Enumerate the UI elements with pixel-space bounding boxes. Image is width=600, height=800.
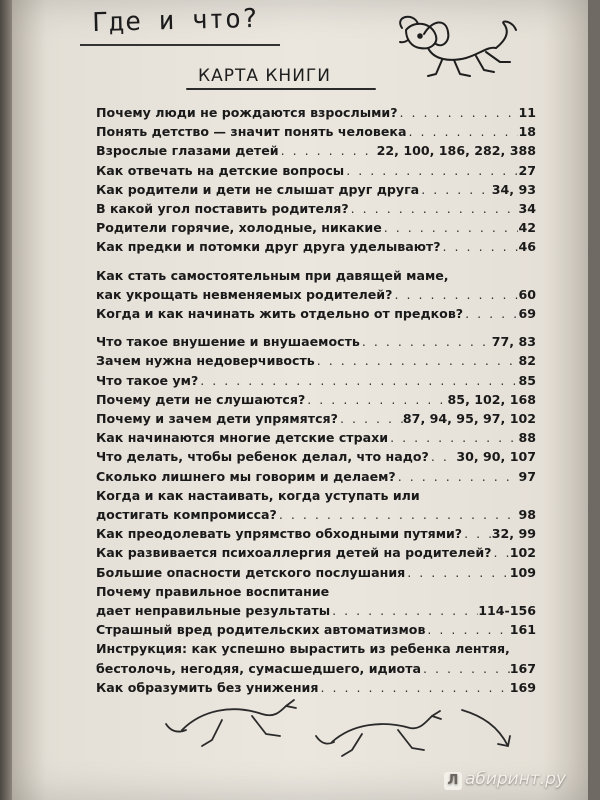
toc-entry	[96, 428, 536, 447]
toc-dot-leader	[349, 199, 519, 218]
toc-entry-title: В какой угол поставить родителя?	[96, 201, 349, 217]
toc-dot-leader	[429, 447, 456, 466]
toc-entry	[96, 486, 536, 505]
toc-dot-leader	[330, 601, 478, 620]
toc-dot-leader	[305, 390, 447, 409]
labirint-logo-icon: Л	[444, 772, 462, 790]
title-underline	[80, 44, 280, 46]
toc-entry-page: 161	[509, 622, 536, 638]
toc-entry-title: Взрослые глазами детей	[96, 143, 279, 159]
toc-entry-page: 69	[518, 306, 536, 322]
book-page	[12, 0, 588, 800]
toc-entry	[96, 161, 536, 180]
toc-entry	[96, 285, 536, 304]
toc-dot-leader	[462, 524, 492, 543]
toc-entry	[96, 390, 536, 409]
toc-entry-title: Как родители и дети не слышат друг друга	[96, 181, 420, 197]
toc-entry-title: Что такое внушение и внушаемость	[96, 334, 360, 350]
watermark-text: абиринт.ру	[464, 769, 566, 789]
toc-entry-title: Большие опасности детского послушания	[96, 564, 406, 580]
toc-entry	[96, 543, 536, 562]
toc-entry-title: дает неправильные результаты	[96, 603, 331, 619]
toc-entry-title: Страшный вред родительских автоматизмов	[96, 622, 426, 638]
toc-entry-page: 60	[518, 286, 536, 302]
toc-entry-page: 102	[509, 545, 536, 561]
toc-entry	[96, 524, 536, 543]
toc-entry	[96, 332, 536, 351]
toc-dot-leader	[405, 563, 509, 582]
toc-entry-page: 42	[518, 220, 536, 236]
toc-entry-page: 87, 94, 95, 97, 102	[402, 411, 536, 427]
toc-dot-leader	[392, 285, 518, 304]
toc-entry-page: 46	[518, 239, 536, 255]
toc-entry-page: 98	[518, 507, 536, 523]
toc-entry-page: 34, 93	[491, 181, 536, 197]
toc-dot-leader	[279, 141, 377, 160]
toc-entry	[96, 563, 536, 582]
toc-dot-leader	[406, 122, 518, 141]
toc-entry-page: 11	[518, 105, 536, 120]
running-animals-illustration	[162, 690, 522, 770]
toc-dot-leader	[338, 409, 403, 428]
toc-dot-leader	[382, 218, 519, 237]
toc-entry-title: Как предки и потомки друг друга уделывают?	[96, 239, 441, 255]
toc-dot-leader	[463, 304, 518, 323]
toc-dot-leader	[421, 659, 510, 678]
toc-entry-title: Как начинаются многие детские страхи	[96, 430, 389, 446]
toc-entry-page: 22, 100, 186, 282, 388	[376, 143, 536, 159]
section-gap	[96, 257, 536, 266]
toc-entry-title: как укрощать невменяемых родителей?	[96, 286, 393, 302]
toc-dot-leader	[360, 332, 492, 351]
toc-entry-title: Как отвечать на детские вопросы	[96, 162, 345, 178]
toc-dot-leader	[491, 543, 509, 562]
toc-entry-page: 85, 102, 168	[447, 391, 536, 407]
toc-entry	[96, 601, 536, 620]
toc-dot-leader	[388, 428, 518, 447]
toc-entry	[96, 103, 536, 122]
page-title: Где и что?	[91, 3, 259, 39]
toc-dot-leader	[198, 371, 518, 390]
toc-entry-title: Инструкция: как успешно вырастить из ребенка лентяя,	[96, 641, 510, 657]
toc-entry-page: 27	[518, 162, 536, 178]
toc-entry	[96, 351, 536, 370]
toc-dot-leader	[344, 161, 518, 180]
toc-entry	[96, 659, 536, 678]
toc-entry	[96, 409, 536, 428]
toc-entry-title: достигать компромисса?	[96, 507, 277, 523]
toc-entry-title: Почему люди не рождаются взрослыми?	[96, 105, 398, 120]
toc-entry-title: Как образумить без унижения	[96, 679, 319, 695]
toc-entry-page: 82	[518, 353, 536, 369]
page-subtitle: КАРТА КНИГИ	[198, 66, 332, 86]
toc-entry-page: 18	[518, 124, 536, 140]
toc-entry	[96, 467, 536, 486]
toc-dot-leader	[396, 467, 519, 486]
toc-entry-page: 97	[518, 468, 536, 484]
toc-entry-title: Сколько лишнего мы говорим и делаем?	[96, 468, 396, 484]
toc-entry	[96, 371, 536, 390]
section-gap	[96, 323, 536, 332]
toc-entry-title: Зачем нужна недоверчивость	[96, 353, 315, 369]
toc-entry	[96, 180, 536, 199]
table-of-contents	[96, 103, 536, 697]
toc-entry	[96, 620, 536, 639]
toc-entry	[96, 304, 536, 323]
toc-entry-page: 85	[518, 372, 536, 388]
toc-dot-leader	[277, 505, 519, 524]
toc-entry-page: 167	[509, 660, 536, 676]
toc-entry	[96, 266, 536, 285]
toc-entry-title: Понять детство — значит понять человека	[96, 124, 407, 140]
book-spine	[0, 0, 12, 800]
publisher-watermark	[444, 769, 566, 790]
toc-dot-leader	[419, 180, 492, 199]
toc-dot-leader	[398, 103, 519, 122]
toc-entry-title: Родители горячие, холодные, никакие	[96, 220, 382, 236]
toc-entry-title: Когда и как настаивать, когда уступать или	[96, 487, 420, 503]
toc-entry-page: 109	[509, 564, 536, 580]
toc-entry-title: Как развивается психоаллергия детей на родителей?	[96, 545, 492, 561]
toc-entry-title: Как преодолевать упрямство обходными путями?	[96, 526, 463, 542]
toc-entry-page: 88	[518, 430, 536, 446]
toc-entry-title: Почему и зачем дети упрямятся?	[96, 411, 338, 427]
toc-dot-leader	[315, 351, 519, 370]
toc-entry	[96, 141, 536, 160]
toc-entry-title: бестолочь, негодяя, сумасшедшего, идиота	[96, 660, 421, 676]
toc-entry	[96, 237, 536, 256]
toc-dot-leader	[441, 237, 519, 256]
toc-entry-page: 169	[509, 679, 536, 695]
toc-dot-leader	[425, 620, 509, 639]
toc-entry-title: Как стать самостоятельным при давящей маме,	[96, 267, 449, 283]
toc-entry-title: Когда и как начинать жить отдельно от предков?	[96, 306, 464, 322]
toc-entry	[96, 582, 536, 601]
toc-entry-title: Что такое ум?	[96, 372, 199, 388]
toc-entry-title: Почему правильное воспитание	[96, 583, 330, 599]
toc-entry-title: Почему дети не слушаются?	[96, 391, 306, 407]
toc-entry-page: 34	[518, 201, 536, 217]
toc-entry	[96, 505, 536, 524]
toc-entry-page: 30, 90, 107	[456, 449, 536, 465]
toc-entry	[96, 218, 536, 237]
toc-entry-page: 114-156	[478, 603, 536, 619]
toc-entry	[96, 639, 536, 658]
toc-entry-page: 32, 99	[491, 526, 536, 542]
dog-doodle-illustration	[384, 10, 524, 94]
toc-entry-page: 77, 83	[491, 334, 536, 350]
toc-entry-title: Что делать, чтобы ребенок делал, что надо?	[96, 449, 429, 465]
toc-entry	[96, 199, 536, 218]
toc-entry	[96, 447, 536, 466]
subtitle-underline	[186, 88, 376, 90]
toc-entry	[96, 122, 536, 141]
